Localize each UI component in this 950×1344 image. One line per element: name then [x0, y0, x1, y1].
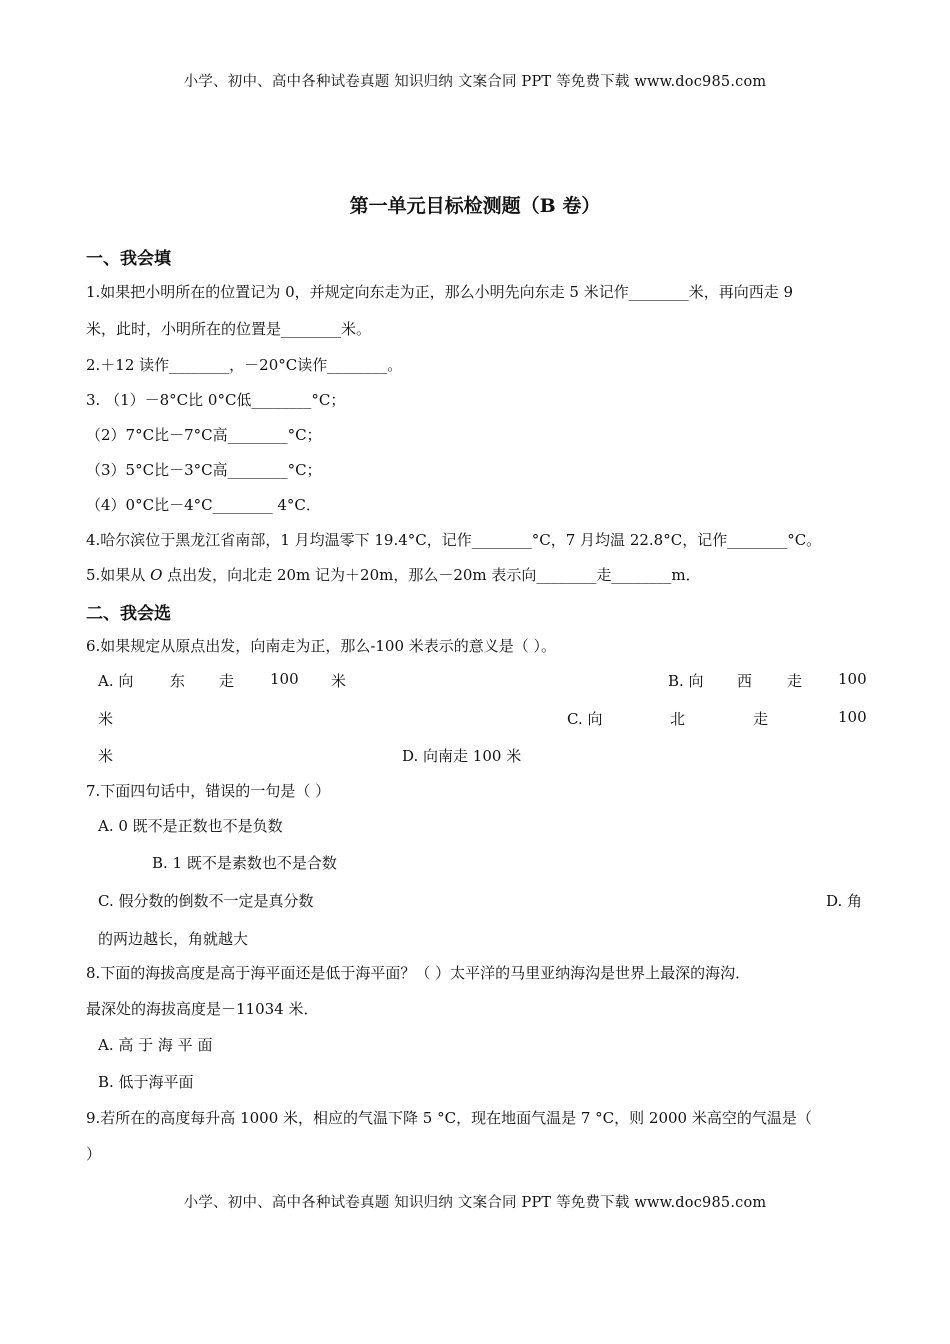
q6-option-a-5: 米	[331, 672, 347, 690]
question-7-stem: 7.下面四句话中，错误的一句是（ ）	[86, 782, 331, 800]
question-5-pre: 5.如果从	[86, 566, 151, 584]
question-2: 2.＋12 读作________，－20°C读作________。	[86, 356, 403, 374]
q6-option-c-4: 100	[838, 708, 867, 726]
question-9-line-1: 9.若所在的高度每升高 1000 米，相应的气温下降 5 °C，现在地面气温是 7 °C，则 2000 米高空的气温是（	[86, 1109, 812, 1127]
question-5-post: 点出发，向北走 20m 记为＋20m，那么－20m 表示向________走________m．	[162, 566, 701, 584]
q6-option-a-3: 走	[219, 672, 235, 690]
q6-option-a-4: 100	[270, 670, 299, 688]
q6-option-d: D. 向南走 100 米	[402, 747, 522, 765]
q6-option-c-tail: 米	[98, 747, 114, 765]
q8-option-a: A. 高 于 海 平 面	[98, 1036, 213, 1054]
question-6-stem: 6.如果规定从原点出发，向南走为正，那么-100 米表示的意义是（ ）。	[86, 637, 557, 655]
question-8-line-1: 8.下面的海拔高度是高于海平面还是低于海平面？（ ）太平洋的马里亚纳海沟是世界上最深的海沟．	[86, 964, 751, 982]
q6-option-b-4: 100	[838, 670, 867, 688]
question-8-line-2: 最深处的海拔高度是－11034 米．	[86, 1000, 319, 1018]
q7-option-b: B. 1 既不是素数也不是合数	[152, 854, 337, 872]
question-3-part-4: （4）0°C比－4°C________ 4°C．	[86, 496, 321, 514]
q7-option-d-head: D. 角	[826, 892, 863, 910]
q6-option-a-1: A. 向	[98, 672, 134, 690]
q6-option-c-2: 北	[670, 710, 686, 728]
question-5	[86, 564, 701, 585]
q6-option-c-3: 走	[753, 710, 769, 728]
q7-option-d-tail: 的两边越长，角就越大	[98, 930, 249, 948]
page-title: 第一单元目标检测题（B 卷）	[349, 195, 601, 217]
q6-option-a-2: 东	[170, 672, 186, 690]
q6-option-b-1: B. 向	[668, 672, 704, 690]
q6-option-c-1: C. 向	[567, 710, 603, 728]
q7-option-c: C. 假分数的倒数不一定是真分数	[98, 892, 314, 910]
q8-option-b: B. 低于海平面	[98, 1073, 194, 1091]
question-3-part-1: 3. （1）－8°C比 0°C低________°C；	[86, 391, 346, 409]
page-footer: 小学、初中、高中各种试卷真题 知识归纳 文案合同 PPT 等免费下载 www.doc985.com	[183, 1195, 767, 1211]
q6-option-b-2: 西	[737, 672, 753, 690]
question-1-line-2: 米，此时，小明所在的位置是________米。	[86, 320, 372, 338]
q6-option-b-tail: 米	[98, 710, 114, 728]
question-3-part-3: （3）5°C比－3°C高________°C；	[86, 461, 322, 479]
page-header: 小学、初中、高中各种试卷真题 知识归纳 文案合同 PPT 等免费下载 www.doc985.com	[183, 74, 767, 90]
question-9-line-2: ）	[86, 1145, 102, 1163]
point-o-label: O	[150, 566, 163, 584]
q7-option-a: A. 0 既不是正数也不是负数	[98, 817, 283, 835]
q6-option-b-3: 走	[787, 672, 803, 690]
question-3-part-2: （2）7°C比－7°C高________°C；	[86, 426, 322, 444]
section-heading-fill: 一、我会填	[86, 249, 171, 269]
question-4: 4.哈尔滨位于黑龙江省南部，1 月均温零下 19.4°C，记作________°C，7 月均温 22.8°C，记作________°C。	[86, 531, 822, 549]
question-1-line-1: 1.如果把小明所在的位置记为 0，并规定向东走为正，那么小明先向东走 5 米记作________米，再向西走 9	[86, 283, 794, 301]
section-heading-choose: 二、我会选	[86, 604, 171, 624]
